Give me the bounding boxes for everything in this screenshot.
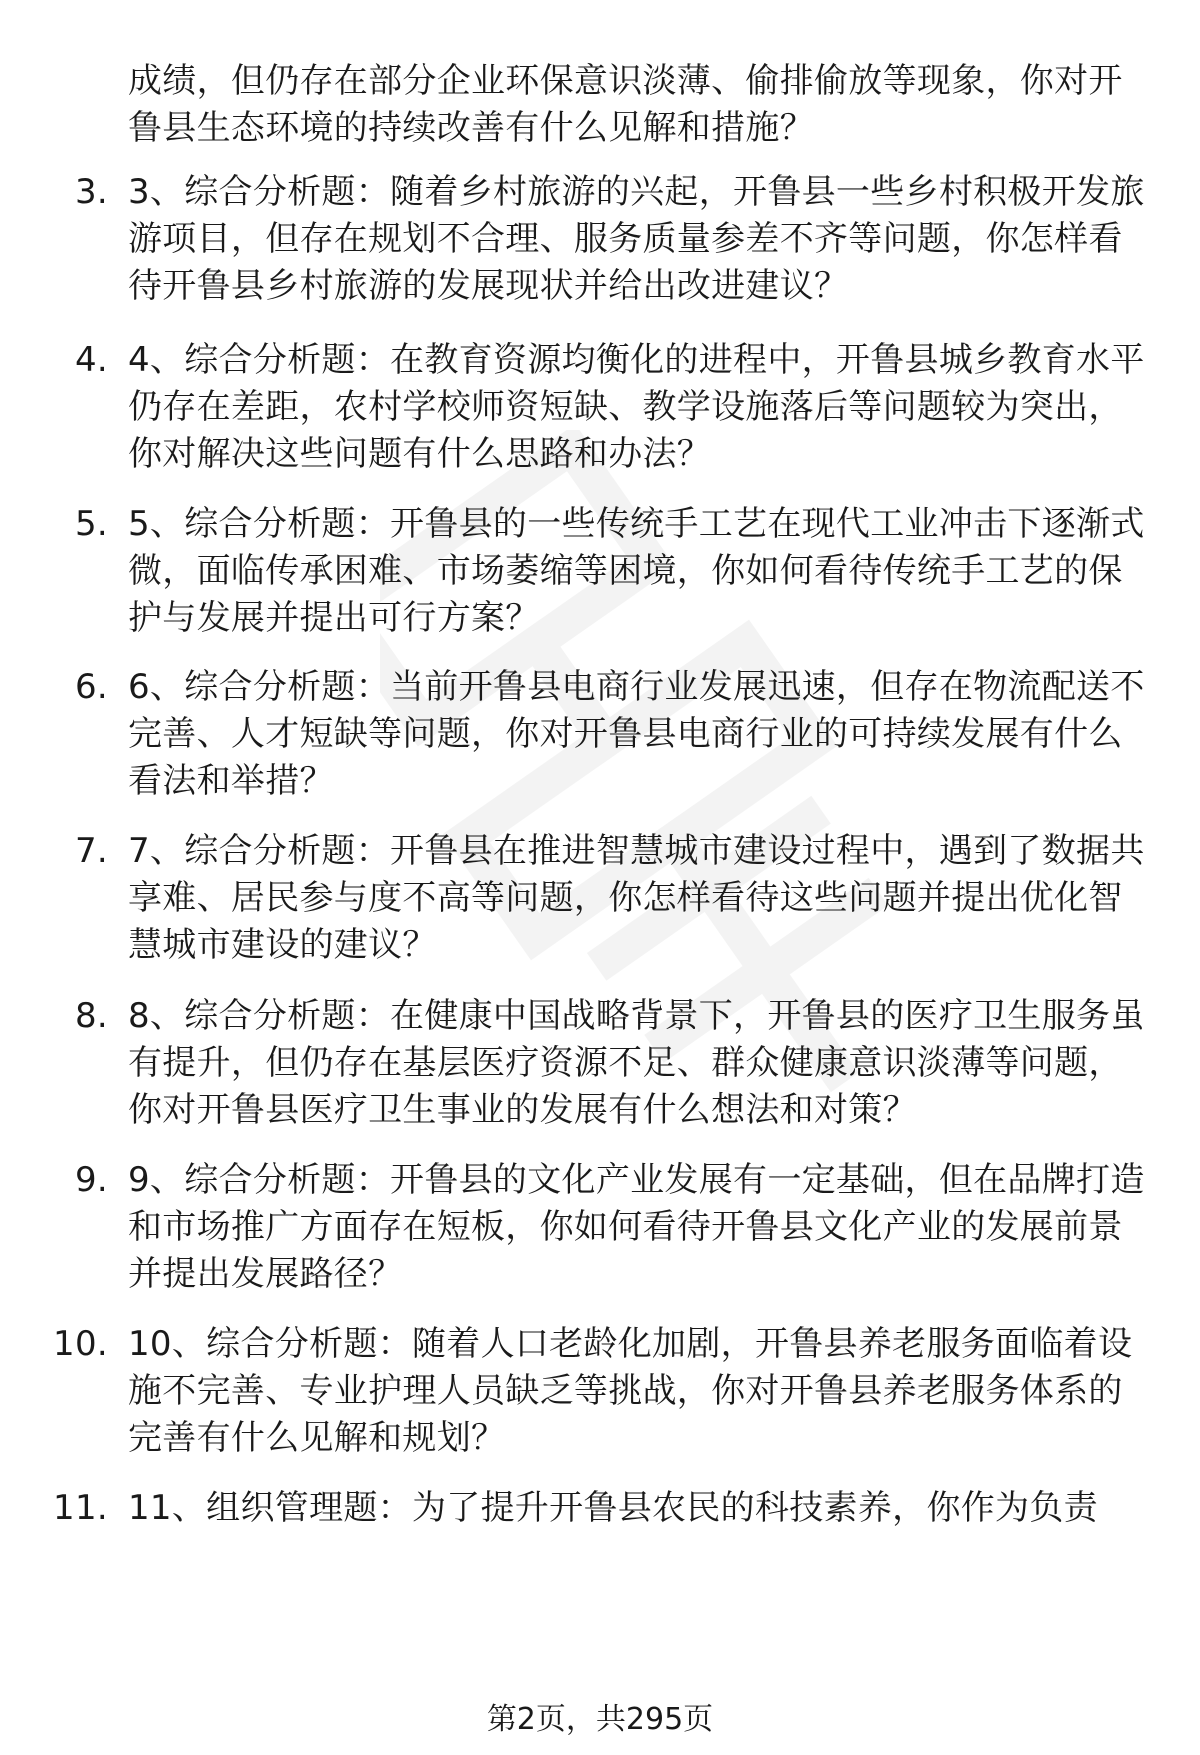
question-number: 6. bbox=[74, 667, 108, 707]
question-text: 11、组织管理题：为了提升开鲁县农民的科技素养，你作为负责 bbox=[128, 1488, 1098, 1528]
question-2-continuation: 成绩，但仍存在部分企业环保意识淡薄、偷排偷放等现象，你对开鲁县生态环境的持续改善有什么见解和措施？ bbox=[128, 61, 1123, 148]
question-text: 8、综合分析题：在健康中国战略背景下，开鲁县的医疗卫生服务虽有提升，但仍存在基层医疗资源不足、群众健康意识淡薄等问题，你对开鲁县医疗卫生事业的发展有什么想法和对策？ bbox=[128, 996, 1145, 1130]
question-number: 3. bbox=[74, 172, 108, 212]
question-text: 6、综合分析题：当前开鲁县电商行业发展迅速，但存在物流配送不完善、人才短缺等问题，你对开鲁县电商行业的可持续发展有什么看法和举措？ bbox=[128, 667, 1145, 801]
question-number: 4. bbox=[74, 340, 108, 380]
question-number: 9. bbox=[74, 1160, 108, 1200]
question-text: 3、综合分析题：随着乡村旅游的兴起，开鲁县一些乡村积极开发旅游项目，但存在规划不合理、服务质量参差不齐等问题，你怎样看待开鲁县乡村旅游的发展现状并给出改进建议？ bbox=[128, 172, 1145, 306]
question-number: 8. bbox=[74, 996, 108, 1036]
question-text: 4、综合分析题：在教育资源均衡化的进程中，开鲁县城乡教育水平仍存在差距，农村学校师资短缺、教学设施落后等问题较为突出，你对解决这些问题有什么思路和办法？ bbox=[128, 340, 1145, 474]
question-number: 10. bbox=[53, 1324, 108, 1364]
question-text: 5、综合分析题：开鲁县的一些传统手工艺在现代工业冲击下逐渐式微，面临传承困难、市场萎缩等困境，你如何看待传统手工艺的保护与发展并提出可行方案？ bbox=[128, 504, 1145, 638]
question-text: 9、综合分析题：开鲁县的文化产业发展有一定基础，但在品牌打造和市场推广方面存在短板，你如何看待开鲁县文化产业的发展前景并提出发展路径？ bbox=[128, 1160, 1145, 1294]
question-number: 7. bbox=[74, 831, 108, 871]
question-text: 7、综合分析题：开鲁县在推进智慧城市建设过程中，遇到了数据共享难、居民参与度不高等问题，你怎样看待这些问题并提出优化智慧城市建设的建议？ bbox=[128, 831, 1145, 965]
question-number: 11. bbox=[53, 1488, 108, 1528]
question-number: 5. bbox=[74, 504, 108, 544]
page-number-footer: 第2页，共295页 bbox=[486, 1702, 714, 1737]
question-text: 10、综合分析题：随着人口老龄化加剧，开鲁县养老服务面临着设施不完善、专业护理人员缺乏等挑战，你对开鲁县养老服务体系的完善有什么见解和规划？ bbox=[128, 1324, 1133, 1458]
